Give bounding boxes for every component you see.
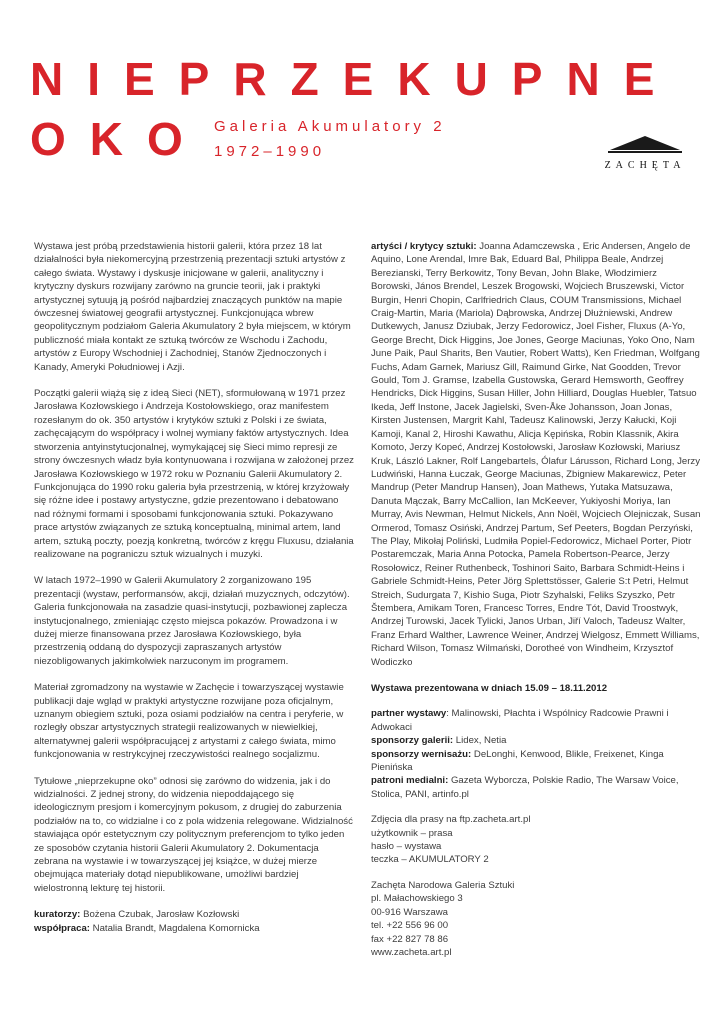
curators-label: kuratorzy: (34, 909, 81, 921)
media-line (371, 774, 701, 801)
right-column (371, 240, 701, 959)
roof-icon (598, 134, 692, 160)
title-line-1: NIEPRZEKUPNE (30, 53, 679, 105)
gallery-name: Galeria Akumulatory 2 (214, 118, 446, 135)
partner-line (371, 707, 701, 734)
exhibition-dates: Wystawa prezentowana w dniach 15.09 – 18.11.2012 (371, 683, 608, 694)
press-user: użytkownik – prasa (371, 827, 453, 839)
press-password: hasło – wystawa (371, 841, 442, 853)
address-www[interactable]: www.zacheta.art.pl (371, 946, 452, 958)
sponsor-label: sponsorzy galerii: (371, 735, 454, 747)
cooperation-line (34, 922, 354, 935)
press-ftp: Zdjęcia dla prasy na ftp.zacheta.art.pl (371, 814, 531, 826)
press-folder: teczka – AKUMULATORY 2 (371, 854, 489, 866)
address-tel: tel. +22 556 96 00 (371, 920, 449, 932)
cooperation-names: Natalia Brandt, Magdalena Komornicka (92, 922, 260, 934)
presentations-paragraph: W latach 1972–1990 w Galerii Akumulatory 2 zorganizowano 195 prezentacji (wystaw, performansów, akcji, działań muzycznych, odczytów). Galeria funkcjonowała na zasadzie quasi-instytucji, pozbawionej zaplecza instytucjonalnego, zmieniając często miejsca pokazów. Prowadzona i w dużej mierze finansowana przez Jarosława Kozłowskiego, była przestrzenią oddaną do dyspozycji zapraszanych artystów niezobligowanych jakimkolwiek narzuconym im programem. (34, 575, 350, 667)
artists-list: Joanna Adamczewska , Eric Andersen, Angelo de Aquino, Lone Arendal, Imre Bak, Eduard Bal, Philippa Beale, Andrzej Berezianski, Terry Berkowitz, Tony Bevan, John Blake, Włodzimierz Borowski, János Brendel, Leszek Brogowski, Wojciech Bruszewski, Victor Burgin, Henri Chopin, Carlfriedrich Claus, COUM Transmissions, Michael Craig-Martin, Maria (Mariola) Dąbrowska, Andrzej Dłużniewski, Andrew Dutkewych, Janusz Dziubak, Jerzy Fedorowicz, Joel Fisher, Fluxus (A-Yo, George Brecht, Dick Higgins, Joe Jones, George Maciunas, Yoko Ono, Nam June Paik, Paul Sharits, Ben Vautier, Robert Watts), Ken Friedman, Wolfgang Fuchs, Adam Garnek, Mariusz Gill, Raimund Girke, Nat Goodden, Trevor Gould, Tom J. Gramse, Izabella Gustowska, Gerard Hemsworth, Geoffrey Hendricks, Dick Higgins, Susan Hiller, John Hilliard, Douglas Huebler, Tatsuo Ikeda, Jeff Instone, Jacek Jagielski, Sven-Åke Johansson, Joan Jonas, Kirsten Justensen, Margrit Kahl, Tadeusz Kalinowski, Jerzy Kałucki, Koji Kamoji, Kanal 2, Hiroshi Kawathu, Alicja Kępińska, Robin Klassnik, Akira Komoto, Jerzy Kopeć, Andrzej Kostołowski, Jarosław Kozłowski, Mariusz Kruk, László Lakner, Rolf Langebartels, Ólafur Lárusson, Richard Long, Jerzy Ludwiński, Hanna Łuczak, George Maciunas, Zbigniew Makarewicz, Peter Mandrup (Peter Mandrup Hansen), Joan Mathews, Yutaka Matsuzawa, Danuta Mączak, Barry McCallion, Ian McKeever, Yukiyoshi Moriya, Ian Murray, Avis Newman, Helmut Nickels, Ann Noël, Wojciech Olejniczak, Susan Ormerod, Tomasz Osiński, Andrzej Partum, Sef Peeters, Bogdan Perzyński, The Play, Mikołaj Poliński, Ludmiła Popiel-Fedorowicz, Michael Porter, Piotr Postaremczak, Maria Anna Potocka, Pamela Robertson-Pearce, Jerzy Rosołowicz, Reiner Ruthenbeck, Toshinori Saito, Barbara Schmidt-Heins i Gabriele Schmidt-Heins, Peter Jörg Splettstösser, Galerie S:t Petri, Helmut Streich, Sudurgata 7, Kishio Suga, Piotr Szyhalski, Feliks Szyszko, Petr Štembera, Amikam Toren, Francesc Torres, Endre Tót, David Troostwyk, Andrzej Turowski, Jacek Tylicki, Janos Urban, Jiří Valoch, Tadeusz Walter, Franz Erhard Walther, Lawrence Weiner, Andrzej Wielgosz, Emmett Williams, Richard Wilson, Tomasz Wilmański, Dorotheé von Windheim, Krzysztof Wodiczko (371, 241, 701, 668)
vernissage-text: DeLonghi, Kenwood, Blikle, Freixenet, Kinga Pienińska (371, 748, 664, 774)
vernissage-line (371, 748, 701, 775)
cooperation-label: współpraca: (34, 922, 90, 934)
exhibition-years: 1972–1990 (214, 143, 326, 160)
title-line-2: OKO (30, 113, 207, 165)
address-name: Zachęta Narodowa Galeria Sztuki (371, 879, 515, 891)
history-paragraph: Początki galerii wiążą się z ideą Sieci (NET), sformułowaną w 1971 przez Jarosława Kozłowskiego i Andrzeja Kostołowskiego, oraz manifestem rozesłanym do ok. 350 artystów i krytyków sztuki z Polski i ze świata, zachęcającym do współpracy i wolnej wymiany faktów artystycznych. Idea stworzenia antyinstytucjonalnej, wymykającej się Sieci mimo represji ze strony ówczesnych władz była kontynuowana i rozwijana w założonej przez Jarosława Kozłowskiego w 1972 roku w Poznaniu Galerii Akumulatory 2. Funkcjonująca do 1990 roku galeria była przestrzenią, w której krzyżowały się różne idee i postawy artystyczne, gdzie prezentowano i debatowano nad różnymi formami i sposobami funkcjonowania sztuki. Pokazywano prace artystów związanych ze sztuką konceptualną, minimal artem, land artem, sztuką poczty, poezją konkretną, twórców z kręgu Fluxusu, działania realizowane na pograniczu sztuk wizualnych i muzyki. (34, 388, 354, 560)
zacheta-logo (598, 134, 692, 174)
artists-paragraph (371, 240, 701, 669)
media-label: patroni medialni: (371, 775, 449, 787)
logo-text: ZACHĘTA (604, 160, 686, 171)
vernissage-label: sponsorzy wernisażu: (371, 748, 472, 760)
address-street: pl. Małachowskiego 3 (371, 893, 463, 905)
partner-text: : Malinowski, Płachta i Wspólnicy Radcowie Prawni i Adwokaci (371, 708, 669, 733)
artists-label: artyści / krytycy sztuki: (371, 241, 477, 252)
curators-line (34, 908, 354, 921)
media-text: Gazeta Wyborcza, Polskie Radio, The Warsaw Voice, Stolica, PANI, artinfo.pl (371, 775, 679, 800)
address-fax: fax +22 827 78 86 (371, 933, 449, 945)
curators-names: Bożena Czubak, Jarosław Kozłowski (83, 909, 240, 921)
left-column (34, 240, 354, 935)
sponsor-text: Lidex, Netia (453, 735, 507, 747)
title-paragraph: Tytułowe „nieprzekupne oko” odnosi się zarówno do widzenia, jak i do widzialności. Z jednej strony, do widzenia niepoddającego się ideologicznym presjom i komercyjnym pokusom, z drugiej do zaburzenia podziałów na to, co widzialne i co z pola widzenia relegowane. Widzialność stawiająca opór estetycznym czy politycznym preferencjom to tylko jeden ze sposobów czytania historii Galerii Akumulatory 2. Dokumentacja zebrana na wystawie i w towarzyszącej jej książce, w dużej mierze obejmująca materiały dotąd niepublikowane, umożliwi bardziej wielostronną lekturę tej historii. (34, 775, 353, 894)
material-paragraph: Materiał zgromadzony na wystawie w Zachęcie i towarzyszącej wystawie publikacji daje wgląd w praktyki artystyczne rozwijane poza oficjalnym, uznanym obiegiem sztuki, poza osiami podziałów na centra i peryferie, w rozległy obszar artystycznych strategii realizowanych w niewielkiej, alternatywnej galerii współpracującej z artystami z całego świata, mimo funkcjonowania w restrykcyjnej rzeczywistości realnego socjalizmu. (34, 682, 344, 761)
partner-label: partner wystawy (371, 708, 447, 720)
sponsor-line (371, 734, 701, 747)
address-city: 00-916 Warszawa (371, 906, 448, 918)
intro-paragraph: Wystawa jest próbą przedstawienia historii galerii, która przez 18 lat działalności była niekomercyjną przestrzenią prezentacji sztuki artystów z całego świata. Wystawy i dyskusje inicjowane w galerii, analityczny i krytyczny dyskurs rozwijany zarówno na gruncie teorii, jak i praktyki artystycznej sytuują ją pośród najbardziej znaczących punktów na mapie ówczesnej światowej geografii artystycznej. Funkcjonująca wbrew geopolitycznym podziałom Galeria Akumulatory 2 była miejscem, w którym publiczność miała kontakt ze sztuką twórców ze Wschodu i Zachodu, artystów z Europy Wschodniej i Zachodniej, Stanów Zjednoczonych i Kanady, Ameryki Południowej i Azji. (34, 241, 351, 373)
